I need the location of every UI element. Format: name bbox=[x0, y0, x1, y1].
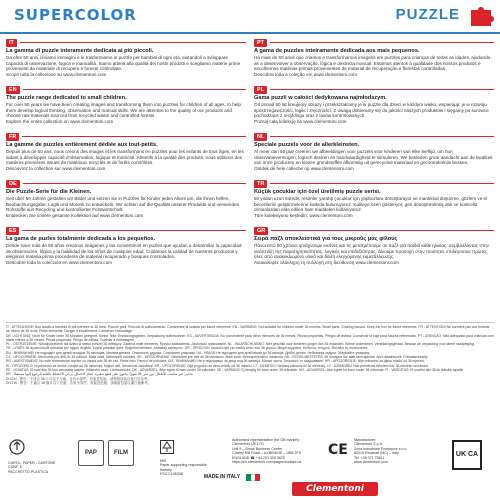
language-body: Depuis plus de 50 ans, nous créons des images et les transformons en puzzles pour les enfants de tous âges, en les aidant à développer capacité d'observation, logique et motricité. Attentifs à la qualité des produits, nous utilisons des matières premières issues de matériaux recyclés et de forêts contrôlées. bbox=[6, 149, 244, 166]
language-code: IT bbox=[6, 39, 17, 47]
fsc-label: MIX Paper supporting responsible forestry FSC C106308 bbox=[160, 459, 207, 477]
language-rule bbox=[270, 42, 494, 43]
language-code: GR bbox=[254, 227, 268, 235]
warning-line: EE - HOIATUS: Ei sobi alla 36 kuu vanustele lastele. Väikesed osad. Lämbumisoht. DK - ADVARSEL: Ikke egnet til børn under 36 måneder. SE - VARNING! Ej lämplig för barn under 36 månader. NO - ADVARSEL: Ikke egnet for barn under 36 måneder. FI - VAROITUS: Ei sovellu alle 36 kk ikäisille lapsille. bbox=[6, 367, 465, 372]
collection-link[interactable]: Découvrez la collection sur www.clementoni.com bbox=[6, 165, 106, 171]
warning-line: PL - OSTRZEŻENIE: Nieodpowiednie dla dzieci w wieku poniżej 36 miesięcy. Zawiera małe elementy. Ryzyko zadławienia. Zachować opakowanie. NL - WAARSCHUWING: Niet geschikt voor kinderen jonger dan 36 maanden. Kleine onderdelen. Verstikkingsgevaar. Bewaar de verpakking voor latere raadpleging. bbox=[6, 342, 475, 347]
collection-link[interactable]: Poznaj całą kolekcję na www.clementoni.com bbox=[254, 118, 347, 124]
language-body: 50 yıldan uzun süredir, resimler yaratıp çocuklar için yapbozlara dönüştürüyor ve mantıksal düşünme, gözlem ve el becerilerini geliştirmelerine katkıda bulunuyoruz. Kaliteye özen gösteriyor, geri dönüştürülmüş atık ve kontrollü ormanlardan elde edilen ham maddeleri kullanıyoruz. bbox=[254, 196, 488, 213]
language-body: Da oltre 50 anni creiamo immagini e le trasformiamo in puzzle per bambini di ogni età, aiutandoli a sviluppare capacità di osservazione, logica e manualità. Siamo attenti alla qualità dei nostri prodotti e scegliamo materie prime provenienti da materiale di recupero e foreste controllate. bbox=[6, 55, 241, 72]
warning-line: RO - AVERTISMENT: Nu este recomandat copiilor cu vârsta sub 36 de luni. Piese mici. Pericol de sufocare. BG - ВНИМАНИЕ! Не е подходящо за деца под 36 месеца. Малки части. Опасност от задушаване. HR - UPOZORENJE: Nije prikladno za djecu mlađu od 36 mjeseci. bbox=[6, 359, 425, 364]
recycle-icon bbox=[8, 438, 26, 456]
language-code: ES bbox=[6, 227, 19, 235]
language-section-gr bbox=[254, 226, 494, 272]
language-rule bbox=[270, 183, 494, 184]
language-title: La gama de puzles totalmente dedicada a los pequeños. bbox=[6, 236, 156, 242]
paper-material-icon: PAP bbox=[78, 440, 104, 466]
language-rule bbox=[20, 42, 246, 43]
language-columns bbox=[0, 38, 500, 320]
language-title: Küçük çocuklar için özel üretilmiş puzzle serisi. bbox=[254, 189, 381, 195]
language-section-en bbox=[6, 85, 246, 131]
language-header bbox=[254, 85, 494, 94]
language-body: Al meer dan 50 jaar creëren we afbeeldingen voor puzzels voor kinderen van elke leeftijd, om hun observatievermogen, logisch denken en handvaardigheid te stimuleren. We besteden grote aandacht aan de kwaliteit van onze producten en kiezen grondstoffen afkomstig uit gerecycled materiaal en gecontroleerde bossen. bbox=[254, 149, 493, 166]
collection-link[interactable]: Descubre toda la colección en www.clementoni.com bbox=[6, 259, 112, 265]
language-header bbox=[254, 179, 494, 188]
language-title: Die Puzzle-Serie für die Kleinen. bbox=[6, 189, 92, 195]
language-body: Πάνω από 50 χρόνια, φτιάχνουμε εικόνες και τις μετατρέπουμε σε παζλ για παιδιά κάθε ηλικίας, συμβάλλοντας στην ανάπτυξη της παρατηρητικότητας, λογικής και επιδεξιότητας. Δίνουμε προσοχή στην ποιότητα, επιλέγοντας πρώτες ύλες από ανακυκλωμένο υλικό και δάση ελεγχόμενης εκμετάλλευσης. bbox=[254, 243, 489, 260]
language-section-es bbox=[6, 226, 246, 272]
language-section-de bbox=[6, 179, 246, 225]
clementoni-logo-text: Clementoni bbox=[306, 484, 364, 494]
collection-link[interactable]: Scopri tutta la collezione su www.clementoni.com bbox=[6, 71, 107, 77]
language-code: TR bbox=[254, 180, 267, 188]
collection-link[interactable]: Ontdek de hele collectie op www.clementoni.com bbox=[254, 165, 354, 171]
clementoni-logo bbox=[292, 482, 378, 496]
language-body: Od ponad 50 lat kreujemy obrazy i przekształcamy je w puzzle dla dzieci w każdym wieku, wspierając je w rozwoju spostrzegawczości, logiki i zręczności. Z uwagą dobieramy się do jakości naszych produktów i sięgamy po surowce pochodzące z recyklingu oraz z lasów kontrolowanych. bbox=[254, 102, 489, 119]
language-title: The puzzle range dedicated to small children. bbox=[6, 95, 127, 101]
language-code: DE bbox=[6, 180, 20, 188]
collection-link[interactable]: Descubra toda a coleção em www.clementoni.com bbox=[254, 71, 357, 77]
language-body: For over 50 years we have been creating images and transforming them into puzzles for children of all ages, to help them develop logical thinking, observation and manual skills. We are attentive to the quality of our products and choose raw materials sourced from recycled waste and controlled forests. bbox=[6, 102, 241, 119]
language-rule bbox=[22, 136, 246, 137]
language-column-right bbox=[254, 38, 494, 320]
language-title: Gama puzzli w całości dedykowana najmłodszym. bbox=[254, 95, 387, 101]
language-header bbox=[6, 132, 246, 141]
language-body: Desde hace más de 50 años creamos imágenes y las convertimos en puzles que ayudan a desarrollar la capacidad de observación, lógica y la habilidad de los niños de cualquier edad. Cuidamos la calidad de nuestros productos y elegimos materia prima procedente de material recuperado y bosques controlados. bbox=[6, 243, 242, 260]
italy-flag-icon bbox=[246, 474, 260, 481]
manufacturer-address: Manufacturer: Clementoni S.p.A. Zona Industriale Fontenoce s.n.c. 62019 Recanati (MC) – Italy Tel. +39 071 75811 www.clementoni.com bbox=[354, 438, 408, 465]
page-footer bbox=[0, 436, 500, 500]
language-header bbox=[254, 226, 494, 235]
language-title: La gamme de puzzles entièrement dédiée aux tout-petits. bbox=[6, 142, 158, 148]
ce-mark: CE bbox=[328, 442, 348, 458]
puzzle-piece-icon bbox=[468, 4, 494, 28]
language-section-pt bbox=[254, 38, 494, 84]
language-rule bbox=[270, 136, 494, 137]
page-header bbox=[0, 0, 500, 34]
brand-wordmark: SUPERCOLOR bbox=[14, 6, 137, 24]
warnings-block bbox=[6, 322, 494, 434]
language-body: Seit über 50 Jahren gestalten wir Bilder und setzen sie in Puzzles für Kinder jeden Alters um, die ihnen helfen, Beobachtungsgabe, Logik und Motorik zu entwickeln. Wir achten auf die Qualität unserer Produkte und verwenden Rohstoffe aus Recycling und kontrollierter Forstwirtschaft. bbox=[6, 196, 240, 213]
recycling-info bbox=[8, 438, 72, 494]
language-header bbox=[6, 85, 246, 94]
product-name: PUZZLE bbox=[395, 6, 460, 23]
language-title: La gamma di puzzle interamente dedicata ai più piccoli. bbox=[6, 48, 154, 54]
collection-link[interactable]: Entdecken Sie unsere gesamte Kollektion auf www.clementoni.com bbox=[6, 212, 144, 218]
language-header bbox=[6, 179, 246, 188]
language-body: Há mais de 50 anos que criamos e transformamos imagens em puzzles para crianças de todas as idades, ajudando-as a desenvolver a observação, lógica e destreza manual. Estamos atentos à qualidade dos nossos produtos e escolhemos matérias-primas provenientes de material de recuperação e florestas controladas. bbox=[254, 55, 492, 72]
collection-link[interactable]: Ανακαλύψτε ολόκληρη τη συλλογή στη διεύθυνση www.clementoni.com bbox=[254, 259, 399, 265]
language-title: Σειρά παζλ αποκλειστικά για τους μικρούς μας φίλους bbox=[254, 236, 398, 242]
language-rule bbox=[23, 183, 246, 184]
language-code: PL bbox=[254, 86, 267, 94]
language-section-fr bbox=[6, 132, 246, 178]
warning-line: SI - OPOZORILO: Ni primerno za otroke, mlajše od 36 mesecev. Majhni deli. Nevarnost zadušitve. SR - UPOZORENJE: Nije pogodno za decu mlađu od 36 meseci. LT - DĖMESIO: Netinka vaikams iki 36 mėnesių. LV - UZMANĪBU: Nav piemērots bērniem līdz 36 mēnešu vecumam. bbox=[6, 363, 429, 368]
language-rule bbox=[23, 89, 246, 90]
film-material-icon: FILM bbox=[108, 440, 134, 466]
language-section-nl bbox=[254, 132, 494, 178]
uk-representative-address: Authorised representative (for GB market): Clementoni UK LTD Unit 9 – Brook Business Centre Cowley Mill Road – UXBRIDGE – UB8 2FX ENGLAND ☎ +44 203 303 3820 https://en.clementoni.com/pages/contact-us bbox=[232, 438, 302, 465]
language-header bbox=[254, 132, 494, 141]
language-rule bbox=[22, 230, 246, 231]
warning-line: ZH-TW - 警告：不適合 36 個月以下兒童。含有小零件，有窒息危險。請保留包裝以備日後參考。 bbox=[6, 380, 152, 385]
language-section-tr bbox=[254, 179, 494, 225]
language-header bbox=[6, 38, 246, 47]
language-section-pl bbox=[254, 85, 494, 131]
language-header bbox=[254, 38, 494, 47]
language-code: PT bbox=[254, 39, 267, 47]
warning-line: RU - ВНИМАНИЕ! Не подходит для детей младше 36 месяцев. Мелкие детали. Опасность удушья. Сохраните упаковку. UA - УВАГА! Не підходить для дітей віком до 36 місяців. Дрібні деталі. Небезпека задухи. Зберігайте упаковку. bbox=[6, 350, 370, 355]
collection-link[interactable]: Tüm koleksiyonu keşfedin: www.clementoni.com bbox=[254, 212, 353, 218]
made-in-label: MADE IN ITALY bbox=[204, 474, 241, 480]
ukca-mark: UK CA bbox=[452, 440, 482, 470]
recycle-label: CARTA - PAPER - CARTONE CONF. E PACCHETTO PLASTICA bbox=[8, 461, 56, 474]
language-column-left bbox=[6, 38, 246, 320]
language-title: A gama de puzzles inteiramente dedicada aos mais pequenos. bbox=[254, 48, 420, 54]
language-rule bbox=[271, 230, 494, 231]
collection-link[interactable]: Explore the entire collection on www.clementoni.com bbox=[6, 118, 114, 124]
warning-line: DE - ACHTUNG: Nicht für Kinder unter 36 Monaten geeignet. Kleine Teile. Erstickungsgefahr. Verpackung aufbewahren. ES - ADVERTENCIA: No conveniente para niños menores de 36 meses. Piezas pequeñas. Peligro de asfixia. Conservar la caja para futuras referencias. PT - ATENÇÃO: Não adequado para crianças com idade inferior a 36 meses. Peças pequenas. Perigo de asfixia. Guardar a embalagem. bbox=[6, 333, 494, 342]
language-section-it bbox=[6, 38, 246, 84]
warning-line: CZ - UPOZORNĚNÍ: Nevhodné pro děti do 36 měsíců. Malé části. Nebezpečí udušení. SK - UPOZORNENIE: Nevhodné pre deti do 36 mesiacov. Malé časti. Nebezpečenstvo udusenia. HU - FIGYELMEZTETÉS: 36 hónapos kor alatt nem ajánlott. Apró alkatrészek. Fulladásveszély. bbox=[6, 355, 429, 360]
fsc-tree-icon bbox=[160, 440, 174, 454]
warning-line: TR - UYARI: 36 aydan küçük çocuklar için uygun değildir. Küçük parçalar içerir. Boğulma tehlikesi. Ambalajı saklayınız. GR - ΠΡΟΣΟΧΗ: Ακατάλληλο για παιδιά κάτω των 36 μηνών. Μικρά κομμάτια. Κίνδυνος πνιγμού. Φυλάξτε τη συσκευασία. bbox=[6, 346, 369, 351]
warning-line: ZH-CN - 警告：不适合 36 个月以下儿童。含有小部件，有窒息危险。请保留包装以备日后参考。 bbox=[6, 376, 151, 381]
warning-line: IT - ATTENZIONE! Non adatto a bambini di età inferiore ai 36 mesi. Piccole parti. Pericolo di soffocamento. Conservare la scatola per future referenze. EN - WARNING: Not suitable for children under 36 months. Small parts. Choking hazard. Keep the box for future reference. FR - ATTENTION! Ne convient pas aux enfants de moins de 36 mois. Petits éléments. Danger d'étouffement. Conserver l'emballage. bbox=[6, 325, 490, 334]
language-title: Speciale puzzels voor de allerkleinsten. bbox=[254, 142, 360, 148]
language-code: FR bbox=[6, 133, 19, 141]
warning-line: AR - تحذير: غير مناسب للأطفال دون سن 36 شهرًا. يحتوي على قطع صغيرة. خطر الاختناق. يُرجى الاحتفاظ بالعلبة للرجوع إليها مستقبلاً. bbox=[6, 372, 194, 377]
language-header bbox=[6, 226, 246, 235]
language-rule bbox=[270, 89, 494, 90]
language-code: NL bbox=[254, 133, 267, 141]
language-code: EN bbox=[6, 86, 20, 94]
